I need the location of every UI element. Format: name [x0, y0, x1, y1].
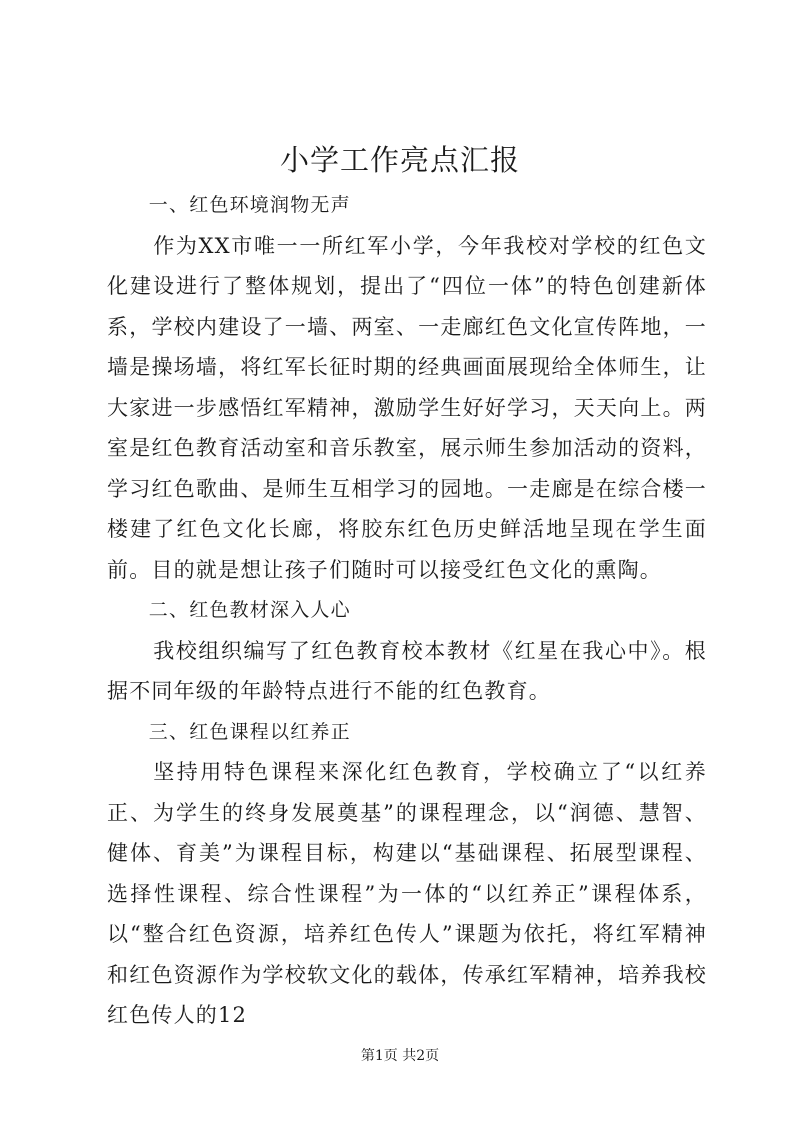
section-heading-2: 二、红色教材深入人心	[148, 599, 351, 621]
section-paragraph-3: 坚持用特色课程来深化红色教育，学校确立了“以红养正、为学生的终身发展奠基”的课程理念，以“润德、慧智、健体、育美”为课程目标，构建以“基础课程、拓展型课程、选择性课程、综合性课程”为一体的“以红养正”课程体系，以“整合红色资源，培养红色传人”课题为依托，将红军精神和红色资源作为学校软文化的载体，传承红军精神，培养我校红色传人的12	[107, 760, 707, 1027]
section-paragraph-1: 作为XX市唯一一所红军小学，今年我校对学校的红色文化建设进行了整体规划，提出了“四位一体”的特色创建新体系，学校内建设了一墙、两室、一走廊红色文化宣传阵地，一墙是操场墙，将红军长征时期的经典画面展现给全体师生，让大家进一步感悟红军精神，激励学生好好学习，天天向上。两室是红色教育活动室和音乐教室，展示师生参加活动的资料，学习红色歌曲、是师生互相学习的园地。一走廊是在综合楼一楼建了红色文化长廊，将胶东红色历史鲜活地呈现在学生面前。目的就是想让孩子们随时可以接受红色文化的熏陶。	[107, 233, 707, 582]
document-body	[107, 185, 707, 1036]
section-heading-3: 三、红色课程以红养正	[148, 720, 351, 743]
document-title: 小学工作亮点汇报	[279, 143, 520, 177]
section-heading-1: 一、红色环境润物无声	[148, 194, 351, 216]
page-footer: 第1页 共2页	[360, 1048, 440, 1064]
section-paragraph-2: 我校组织编写了红色教育校本教材《红星在我心中》。根据不同年级的年龄特点进行不能的红色教育。	[107, 638, 707, 703]
